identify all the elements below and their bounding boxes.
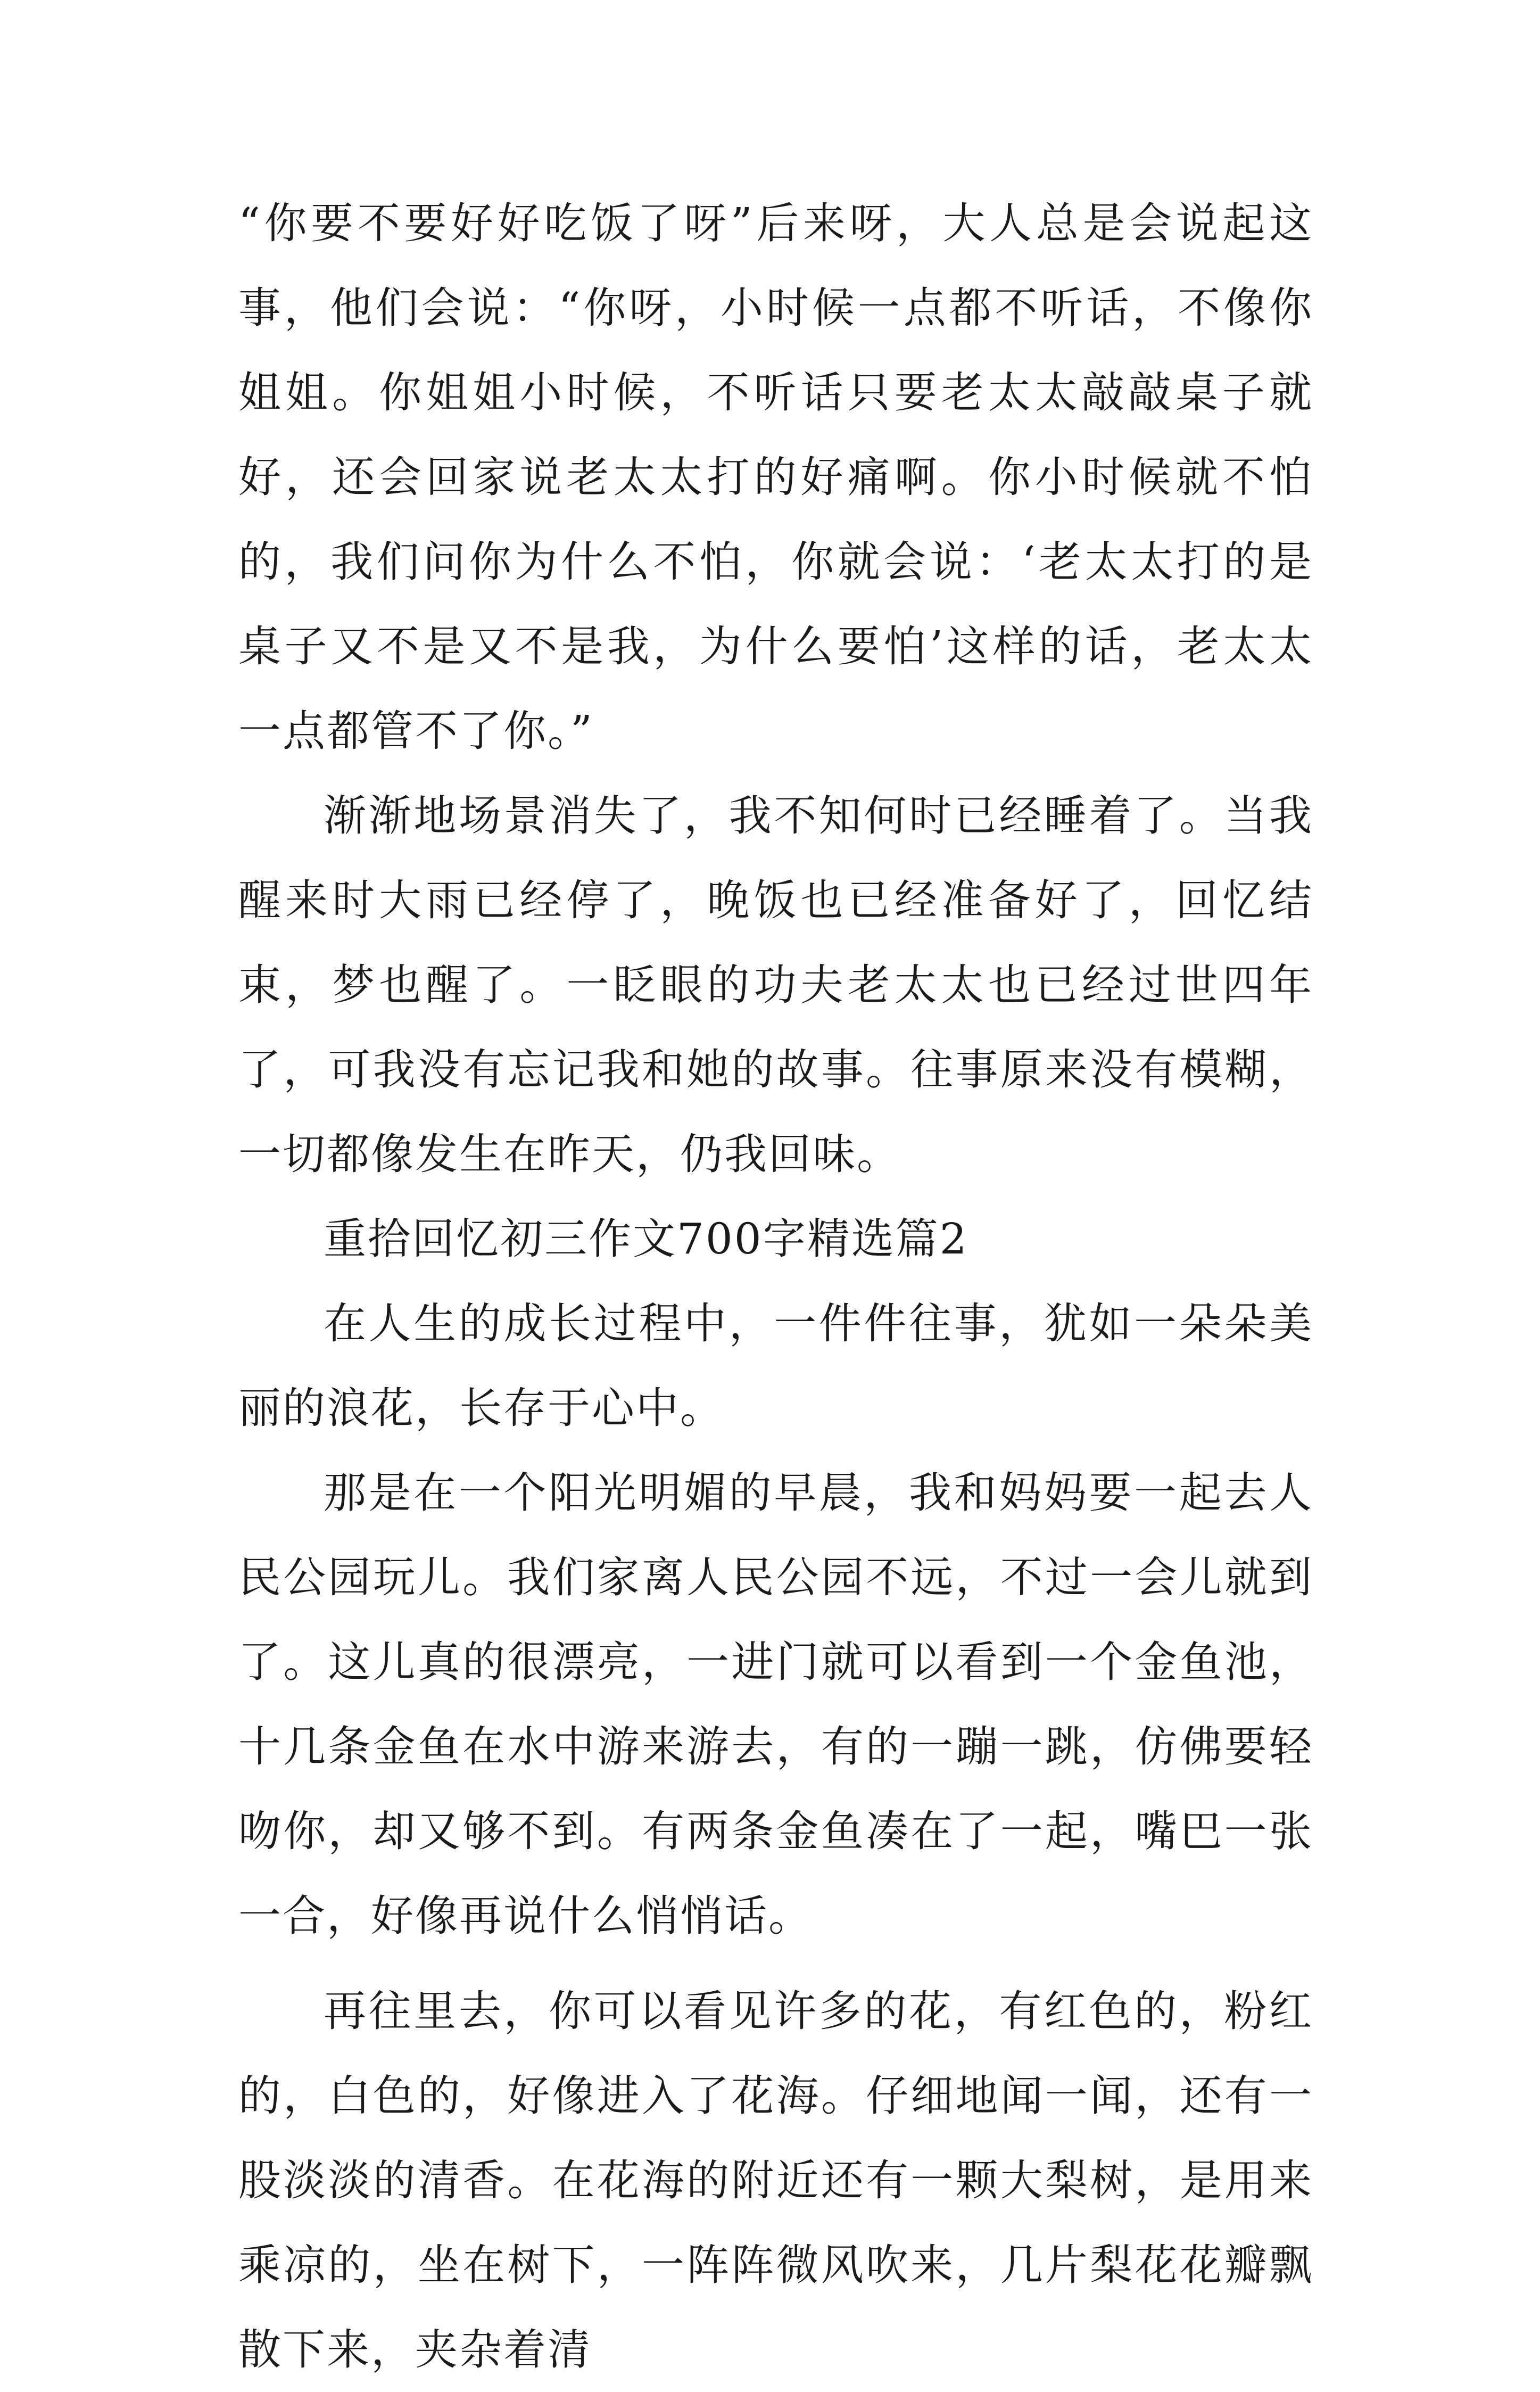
paragraph-park-visit: 那是在一个阳光明媚的早晨，我和妈妈要一起去人民公园玩儿。我们家离人民公园不远，不过一会儿就到了。这儿真的很漂亮，一进门就可以看到一个金鱼池，十几条金鱼在水中游来游去，有的一蹦一跳，仿佛要轻吻你，却又够不到。有两条金鱼凑在了一起，嘴巴一张一合，好像再说什么悄悄话。: [238, 1468, 1313, 1941]
paragraph-intro: 在人生的成长过程中，一件件往事，犹如一朵朵美丽的浪花，长存于心中。: [238, 1299, 1313, 1433]
body-text: [238, 181, 1313, 2392]
section-heading: 重拾回忆初三作文700字精选篇2: [324, 1214, 968, 1264]
paragraph-memory-ends: 渐渐地场景消失了，我不知何时已经睡着了。当我醒来时大雨已经停了，晚饭也已经准备好了，回忆结束，梦也醒了。一眨眼的功夫老太太也已经过世四年了，可我没有忘记我和她的故事。往事原来没有模糊，一切都像发生在昨天，仍我回味。: [238, 791, 1313, 1179]
paragraph-flower-sea: 再往里去，你可以看见许多的花，有红色的，粉红的，白色的，好像进入了花海。仔细地闻一闻，还有一股淡淡的清香。在花海的附近还有一颗大梨树，是用来乘凉的，坐在树下，一阵阵微风吹来，几片梨花花瓣飘散下来，夹杂着清: [238, 1986, 1313, 2374]
paragraph-dialogue: “你要不要好好吃饭了呀”后来呀，大人总是会说起这事，他们会说：“你呀，小时候一点都不听话，不像你姐姐。你姐姐小时候，不听话只要老太太敲敲桌子就好，还会回家说老太太打的好痛啊。你小时候就不怕的，我们问你为什么不怕，你就会说：‘老太太打的是桌子又不是又不是我，为什么要怕’这样的话，老太太一点都管不了你。”: [238, 199, 1313, 756]
